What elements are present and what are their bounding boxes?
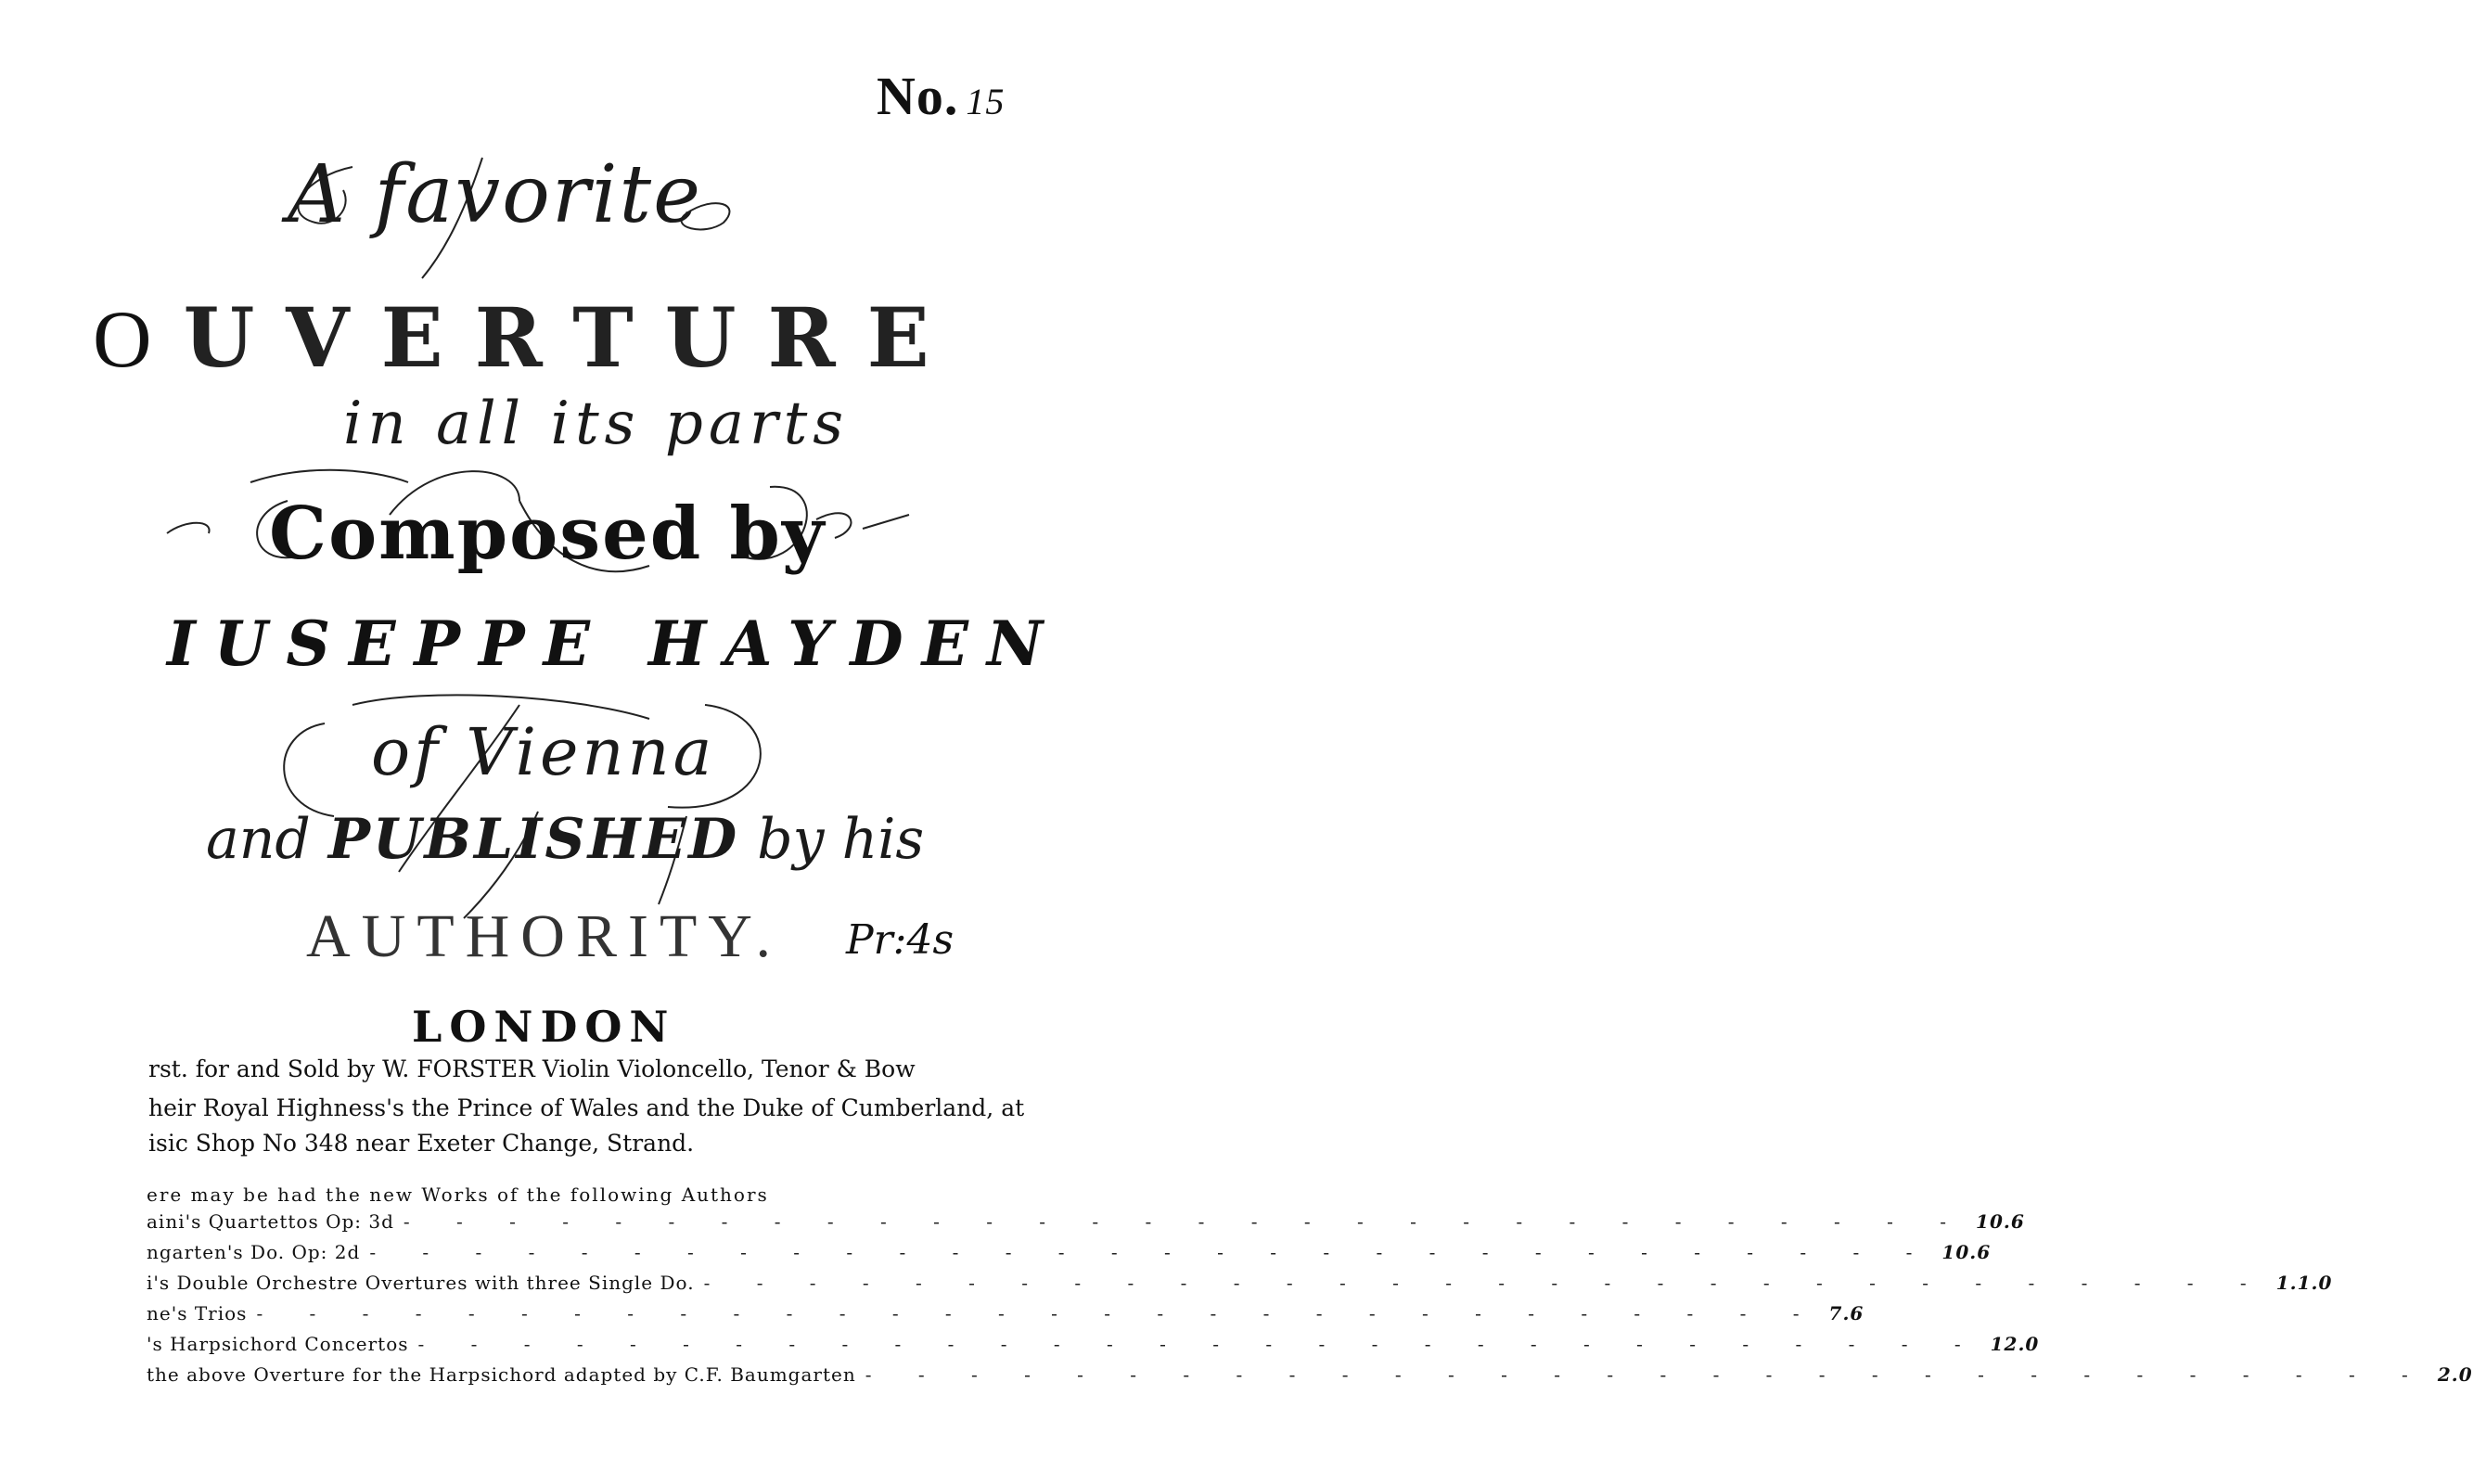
catalogue-title: aini's Quartettos Op: 3d <box>147 1210 394 1233</box>
catalogue-row <box>147 1363 2473 1394</box>
imprint-line-1: rst. for and Sold by W. FORSTER Violin Violoncello, Tenor & Bow <box>148 1055 916 1082</box>
dot-leader: - - - - - - - - - - - - - - - - - - - - - - - - - - - - - - <box>369 1241 1933 1263</box>
dot-leader: - - - - - - - - - - - - - - - - - - - - - - - - - - - - - - <box>403 1210 1967 1233</box>
imprint-line-3: isic Shop No 348 near Exeter Change, Strand. <box>148 1130 695 1157</box>
favorite-heading: A favorite <box>288 148 702 241</box>
composed-by-line: Composed by <box>269 492 826 576</box>
catalogue-price: 2.0 <box>2437 1363 2473 1386</box>
ouverture-rest: UVERTURE <box>183 289 961 386</box>
catalogue-title: ne's Trios <box>147 1302 248 1324</box>
published-line <box>206 807 924 872</box>
catalogue-intro: ere may be had the new Works of the following Authors <box>147 1183 769 1206</box>
catalogue-title: 's Harpsichord Concertos <box>147 1333 409 1355</box>
ouverture-initial: O <box>93 295 184 385</box>
published-pre: and <box>206 807 311 872</box>
imprint-line-2: heir Royal Highness's the Prince of Wales and the Duke of Cumberland, at <box>148 1094 1025 1121</box>
catalogue-price: 10.6 <box>1976 1210 2025 1233</box>
london-heading: LONDON <box>412 1002 676 1052</box>
parts-line: in all its parts <box>343 390 850 458</box>
catalogue-row <box>147 1210 2025 1241</box>
dot-leader: - - - - - - - - - - - - - - - - - - - - - - - - - - - - - - <box>256 1302 1820 1324</box>
catalogue-price: 10.6 <box>1941 1241 1992 1263</box>
catalogue-row <box>147 1272 2333 1302</box>
catalogue-price: 1.1.0 <box>2275 1272 2333 1294</box>
dot-leader: - - - - - - - - - - - - - - - - - - - - - - - - - - - - - - <box>703 1272 2267 1294</box>
catalogue-row <box>147 1333 2040 1363</box>
catalogue-price: 7.6 <box>1828 1302 1864 1324</box>
published-caps: PUBLISHED <box>327 807 740 872</box>
catalogue-title: ngarten's Do. Op: 2d <box>147 1241 361 1263</box>
catalogue-row <box>147 1241 1992 1272</box>
dot-leader: - - - - - - - - - - - - - - - - - - - - - - - - - - - - - - <box>865 1363 2428 1386</box>
published-post: by his <box>757 807 925 872</box>
catalogue-title: the above Overture for the Harpsichord adapted by C.F. Baumgarten <box>147 1363 856 1386</box>
catalogue-title: i's Double Orchestre Overtures with three Single Do. <box>147 1272 695 1294</box>
composer-name: IUSEPPE HAYDEN <box>167 608 1062 680</box>
ouverture-heading <box>93 289 961 387</box>
number-value: 15 <box>966 81 1006 122</box>
vienna-line: of Vienna <box>371 714 716 790</box>
authority-line: AUTHORITY. <box>306 902 782 970</box>
catalogue-list <box>147 1210 2473 1394</box>
catalogue-price: 12.0 <box>1990 1333 2040 1355</box>
dot-leader: - - - - - - - - - - - - - - - - - - - - - - - - - - - - - - <box>417 1333 1981 1355</box>
number-label: No. <box>877 66 959 126</box>
catalogue-row <box>147 1302 1864 1333</box>
price-mark: Pr:4s <box>846 916 955 964</box>
